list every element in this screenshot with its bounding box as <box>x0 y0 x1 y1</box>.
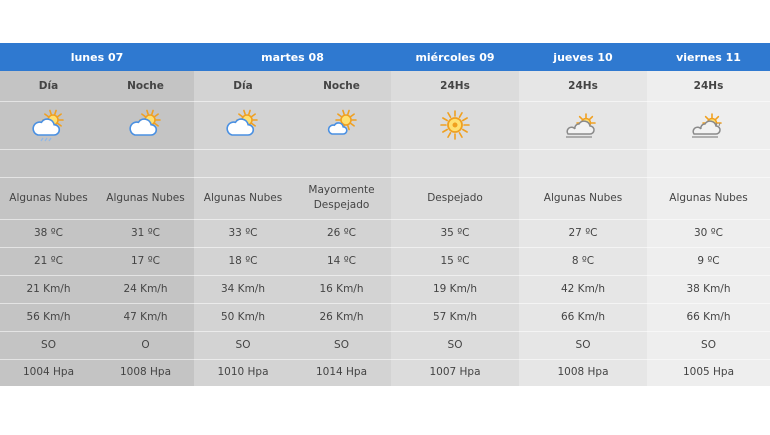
wind-gust: 57 Km/h <box>432 310 477 323</box>
wind-gust: 66 Km/h <box>686 310 731 323</box>
wind-direction: SO <box>701 338 716 351</box>
wind-direction: O <box>141 338 150 351</box>
wind-gust: 66 Km/h <box>560 310 605 323</box>
pressure-value: 1010 Hpa <box>217 366 269 378</box>
pressure-value: 1014 Hpa <box>315 366 368 378</box>
forecast-column <box>194 71 292 386</box>
max-temp: 35 ºC <box>440 226 470 239</box>
wind-gust: 50 Km/h <box>220 310 265 323</box>
condition-label: Despejado <box>427 191 483 204</box>
wind-speed: 34 Km/h <box>220 282 265 295</box>
wind-speed: 19 Km/h <box>432 282 477 295</box>
wind-speed: 24 Km/h <box>123 282 168 295</box>
sun-icon <box>391 101 519 149</box>
spacer-row <box>519 149 647 177</box>
condition-label: Algunas Nubes <box>203 191 283 204</box>
max-temp: 31 ºC <box>131 226 160 239</box>
day-header: martes 08 <box>194 43 391 71</box>
max-temp: 30 ºC <box>694 226 723 239</box>
period-label: Noche <box>127 79 164 92</box>
day-header: miércoles 09 <box>391 43 519 71</box>
wind-speed: 42 Km/h <box>560 282 605 295</box>
min-temp: 14 ºC <box>327 254 356 267</box>
forecast-column <box>0 71 97 386</box>
spacer-row <box>0 149 97 177</box>
wind-speed: 21 Km/h <box>26 282 71 295</box>
day-header: lunes 07 <box>0 43 194 71</box>
period-label: Noche <box>323 79 360 92</box>
spacer-row <box>194 149 292 177</box>
period-label: 24Hs <box>440 79 470 92</box>
day-header: viernes 11 <box>647 43 770 71</box>
spacer-row <box>97 149 194 177</box>
sun-cloud-icon <box>97 101 194 149</box>
period-label: 24Hs <box>568 79 598 92</box>
wind-gust: 26 Km/h <box>319 310 364 323</box>
sun-cloud-rain-icon <box>0 101 97 149</box>
wind-speed: 16 Km/h <box>319 282 364 295</box>
forecast-column <box>292 71 391 386</box>
period-label: Día <box>233 79 253 92</box>
sun-small-cloud-icon <box>292 101 391 149</box>
condition-label: Algunas Nubes <box>9 191 88 204</box>
wind-gust: 56 Km/h <box>26 310 71 323</box>
pressure-value: 1005 Hpa <box>682 366 735 378</box>
pressure-value: 1008 Hpa <box>557 366 609 378</box>
min-temp: 8 ºC <box>571 254 595 267</box>
pressure-value: 1004 Hpa <box>22 366 75 378</box>
pressure-value: 1008 Hpa <box>119 366 172 378</box>
condition-label: Algunas Nubes <box>543 191 623 204</box>
wind-gust: 47 Km/h <box>123 310 168 323</box>
spacer-row <box>647 149 770 177</box>
forecast-column <box>519 71 647 386</box>
min-temp: 9 ºC <box>697 254 720 267</box>
max-temp: 26 ºC <box>327 226 356 239</box>
sun-cloud-rain-outline-icon <box>647 101 770 149</box>
spacer-row <box>391 149 519 177</box>
condition-label: Mayormente Despejado <box>308 184 375 211</box>
forecast-column <box>97 71 194 386</box>
spacer-row <box>292 149 391 177</box>
forecast-table <box>0 43 770 386</box>
wind-direction: SO <box>447 338 463 351</box>
min-temp: 17 ºC <box>131 254 160 267</box>
sun-cloud-icon <box>194 101 292 149</box>
min-temp: 21 ºC <box>34 254 63 267</box>
pressure-value: 1007 Hpa <box>429 366 481 378</box>
max-temp: 33 ºC <box>228 226 258 239</box>
sun-cloud-outline-icon <box>519 101 647 149</box>
wind-speed: 38 Km/h <box>686 282 731 295</box>
wind-direction: SO <box>575 338 591 351</box>
period-label: 24Hs <box>693 79 724 92</box>
forecast-column <box>647 71 770 386</box>
min-temp: 15 ºC <box>440 254 470 267</box>
wind-direction: SO <box>41 338 56 351</box>
wind-direction: SO <box>334 338 349 351</box>
condition-label: Algunas Nubes <box>106 191 185 204</box>
wind-direction: SO <box>235 338 251 351</box>
condition-label: Algunas Nubes <box>669 191 748 204</box>
max-temp: 27 ºC <box>568 226 598 239</box>
max-temp: 38 ºC <box>34 226 63 239</box>
min-temp: 18 ºC <box>228 254 258 267</box>
period-label: Día <box>38 79 59 92</box>
day-header: jueves 10 <box>519 43 647 71</box>
forecast-column <box>391 71 519 386</box>
